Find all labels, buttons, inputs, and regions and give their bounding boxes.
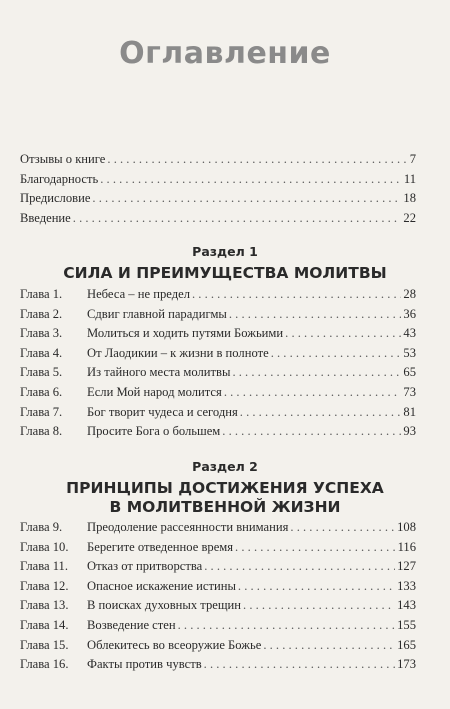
leader-dots [222, 424, 401, 439]
leader-dots [271, 346, 402, 361]
toc-entry [20, 579, 416, 599]
leader-dots [238, 579, 395, 594]
toc-entry [20, 424, 416, 444]
leader-dots [107, 152, 407, 167]
chapter-number: Глава 6. [20, 384, 63, 399]
chapter-number: Глава 7. [20, 404, 63, 419]
leader-dots [263, 638, 395, 653]
entry-title: От Лаодикии – к жизни в полноте [87, 345, 269, 360]
section-2-chapter-list [20, 520, 416, 677]
entry-page: 116 [397, 539, 416, 554]
entry-page: 18 [403, 191, 416, 206]
toc-entry [20, 307, 416, 327]
entry-page: 36 [403, 306, 416, 321]
toc-entry [20, 405, 416, 425]
toc-entry [20, 540, 416, 560]
section-title: В МОЛИТВЕННОЙ ЖИЗНИ [109, 498, 341, 516]
entry-title: Благодарность [20, 171, 99, 186]
entry-page: 73 [403, 384, 416, 399]
entry-page: 65 [403, 365, 416, 380]
leader-dots [224, 385, 402, 400]
toc-entry [20, 559, 416, 579]
chapter-number: Глава 2. [20, 306, 63, 321]
page-title: Оглавление [119, 36, 331, 71]
chapter-number: Глава 13. [20, 598, 69, 613]
entry-page: 133 [397, 578, 416, 593]
leader-dots [92, 191, 401, 206]
chapter-number: Глава 15. [20, 637, 69, 652]
toc-entry [20, 598, 416, 618]
entry-page: 53 [403, 345, 416, 360]
toc-entry [20, 287, 416, 307]
entry-page: 81 [403, 404, 416, 419]
entry-page: 7 [409, 152, 416, 166]
chapter-number: Глава 10. [20, 539, 69, 554]
section-title: СИЛА И ПРЕИМУЩЕСТВА МОЛИТВЫ [63, 264, 387, 282]
chapter-number: Глава 14. [20, 617, 69, 632]
section-title: ПРИНЦИПЫ ДОСТИЖЕНИЯ УСПЕХА [66, 479, 384, 497]
entry-title: Небеса – не предел [87, 287, 190, 301]
entry-title: Если Мой народ молится [87, 384, 222, 399]
entry-title: Берегите отведенное время [87, 539, 234, 554]
chapter-number: Глава 12. [20, 578, 69, 593]
leader-dots [235, 540, 396, 555]
chapter-number: Глава 8. [20, 424, 63, 439]
toc-entry [20, 346, 416, 366]
entry-page: 93 [403, 424, 416, 439]
entry-title: Опасное искажение истины [87, 578, 236, 593]
entry-title: Отказ от притворства [87, 559, 203, 574]
entry-page: 11 [403, 171, 416, 186]
chapter-number: Глава 4. [20, 345, 63, 360]
toc-entry [20, 385, 416, 405]
toc-entry [20, 618, 416, 638]
chapter-number: Глава 1. [20, 287, 63, 301]
toc-entry [20, 365, 416, 385]
entry-title: Из тайного места молитвы [87, 365, 231, 380]
toc-entry [20, 152, 416, 172]
entry-title: Просите Бога о большем [87, 424, 221, 439]
chapter-number: Глава 9. [20, 520, 63, 534]
entry-page: 127 [397, 559, 416, 574]
section-label: Раздел 2 [192, 459, 258, 474]
section-label: Раздел 1 [192, 244, 258, 259]
chapter-number: Глава 16. [20, 657, 69, 672]
entry-title: Бог творит чудеса и сегодня [87, 404, 238, 419]
entry-title: Предисловие [20, 191, 91, 206]
leader-dots [100, 172, 402, 187]
toc-entry [20, 172, 416, 192]
entry-page: 155 [397, 617, 416, 632]
entry-title: Преодоление рассеянности внимания [87, 520, 289, 534]
entry-title: Молиться и ходить путями Божьими [87, 326, 284, 341]
entry-page: 108 [397, 520, 416, 534]
entry-title: Сдвиг главной парадигмы [87, 306, 227, 321]
entry-page: 143 [397, 598, 416, 613]
leader-dots [232, 365, 401, 380]
entry-page: 22 [403, 210, 416, 225]
toc-entry [20, 326, 416, 346]
entry-title: Отзывы о книге [20, 152, 106, 166]
chapter-number: Глава 3. [20, 326, 63, 341]
front-matter-list [20, 152, 416, 230]
entry-title: Факты против чувств [87, 657, 202, 672]
leader-dots [204, 559, 395, 574]
leader-dots [229, 307, 402, 322]
toc-entry [20, 520, 416, 540]
leader-dots [240, 405, 402, 420]
entry-page: 173 [397, 657, 416, 672]
leader-dots [243, 598, 395, 613]
entry-title: Возведение стен [87, 617, 176, 632]
toc-entry [20, 211, 416, 231]
entry-page: 43 [403, 326, 416, 341]
leader-dots [204, 657, 395, 672]
entry-title: Введение [20, 210, 71, 225]
leader-dots [192, 287, 401, 302]
leader-dots [290, 520, 395, 535]
leader-dots [73, 211, 402, 226]
chapter-number: Глава 11. [20, 559, 69, 574]
entry-title: В поисках духовных трещин [87, 598, 242, 613]
entry-page: 165 [397, 637, 416, 652]
entry-title: Облекитесь во всеоружие Божье [87, 637, 262, 652]
leader-dots [285, 326, 401, 341]
chapter-number: Глава 5. [20, 365, 63, 380]
leader-dots [178, 618, 396, 633]
toc-entry [20, 657, 416, 677]
entry-page: 28 [403, 287, 416, 301]
toc-entry [20, 191, 416, 211]
toc-entry [20, 638, 416, 658]
section-1-chapter-list [20, 287, 416, 444]
